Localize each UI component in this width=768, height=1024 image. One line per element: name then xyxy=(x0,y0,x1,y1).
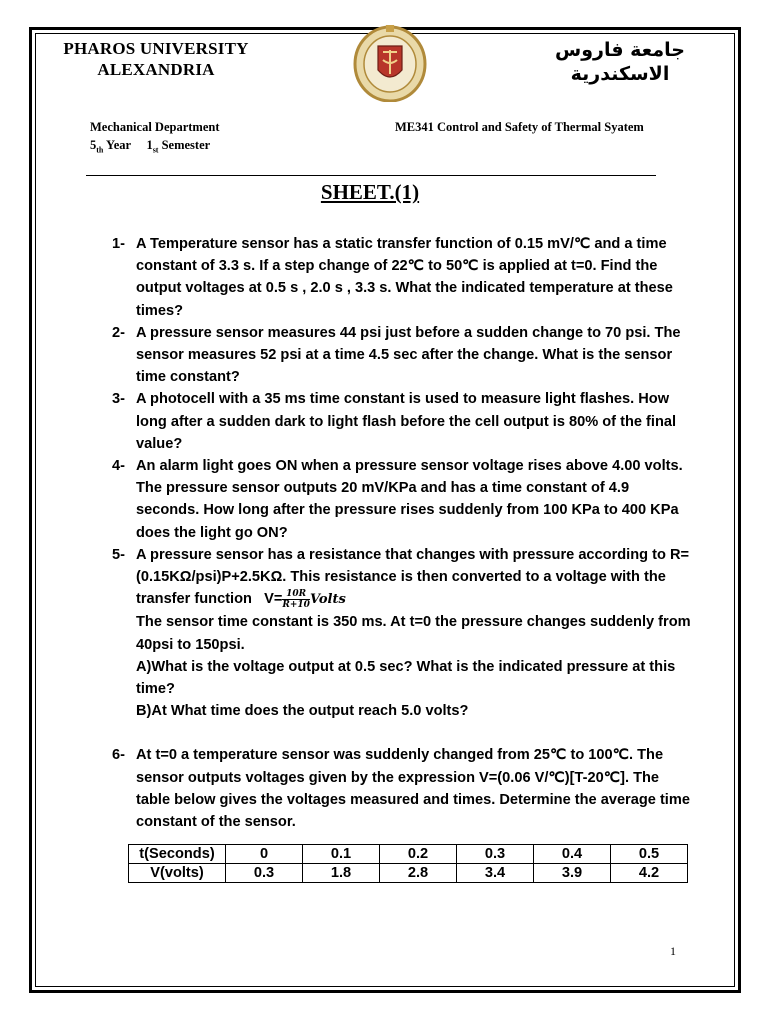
questions-list xyxy=(112,233,692,833)
table-cell: 0.2 xyxy=(380,845,457,864)
university-name-line1: PHAROS UNIVERSITY xyxy=(63,39,249,58)
question-text: A Temperature sensor has a static transfer function of 0.15 mV/℃ and a time constant of 3.3 s. If a step change of 22℃ to 50℃ is applied at t=0. Find the output voltages at 0.5 s , 2.0 s , 3.3 s. What the indicated temperature at these times? xyxy=(136,236,673,319)
university-name-arabic xyxy=(520,38,720,86)
question-4: 4- An alarm light goes ON when a pressure sensor voltage rises above 4.00 volts. The pressure sensor outputs 20 mV/KPa and has a time constant of 4.9 seconds. How long after the pressure rises suddenly from 100 KPa to 400 KPa does the light go ON? xyxy=(112,455,692,544)
question-1: 1- A Temperature sensor has a static transfer function of 0.15 mV/℃ and a time constant of 3.3 s. If a step change of 22℃ to 50℃ is applied at t=0. Find the output voltages at 0.5 s , 2.0 s , 3.3 s. What the indicated temperature at these times? xyxy=(112,233,692,322)
question-text: An alarm light goes ON when a pressure sensor voltage rises above 4.00 volts. The pressure sensor outputs 20 mV/KPa and has a time constant of 4.9 seconds. How long after the pressure rises suddenly from 100 KPa to 400 KPa does the light go ON? xyxy=(136,458,683,541)
question-text: A pressure sensor has a resistance that changes with pressure according to R=(0.15KΩ/psi)P+2.5KΩ. This resistance is then converted to a voltage with the transfer function V= $\frac{10R}{R+10}$ Volts xyxy=(136,546,690,610)
year-semester: $5_{th}$ Year $1_{st}$ Semester xyxy=(90,138,211,155)
table-cell: 3.9 xyxy=(534,864,611,883)
question-part-b: B)At What time does the output reach 5.0 volts? xyxy=(136,703,469,720)
university-seal-icon xyxy=(352,22,428,102)
page-number: 1 xyxy=(670,944,676,958)
question-6: 6- At t=0 a temperature sensor was suddenly changed from 25℃ to 100℃. The sensor outputs voltages given by the expression V=(0.06 V/℃)[T-20℃]. The table below gives the voltages measured and times. Determine the average time constant of the sensor. xyxy=(112,744,692,833)
question-part-a: A)What is the voltage output at 0.5 sec? What is the indicated pressure at this time? xyxy=(136,658,676,698)
university-name-arabic-line2: الاسكندرية xyxy=(570,63,670,85)
question-3: 3- A photocell with a 35 ms time constant is used to measure light flashes. How long after a sudden dark to light flash before the cell output is 80% of the final value? xyxy=(112,388,692,455)
table-cell: 0.3 xyxy=(226,864,303,883)
table-cell: 1.8 xyxy=(303,864,380,883)
table-header-cell: V(volts) xyxy=(129,864,226,883)
question-text: At t=0 a temperature sensor was suddenly changed from 25℃ to 100℃. The sensor outputs voltages given by the expression V=(0.06 V/℃)[T-20℃]. The table below gives the voltages measured and times. Determine the average time constant of the sensor. xyxy=(136,747,690,831)
header-divider xyxy=(86,175,656,176)
table-cell: 2.8 xyxy=(380,864,457,883)
department-info xyxy=(90,118,219,160)
table-row xyxy=(129,845,688,864)
university-name-line2: ALEXANDRIA xyxy=(97,60,215,79)
university-name-arabic-line1: جامعة فاروس xyxy=(555,39,685,61)
table-cell: 0.3 xyxy=(457,845,534,864)
university-name-english xyxy=(42,38,270,80)
voltage-time-table xyxy=(128,844,688,883)
table-row xyxy=(129,864,688,883)
course-title: ME341 Control and Safety of Thermal Syatem xyxy=(395,120,644,134)
table-cell: 3.4 xyxy=(457,864,534,883)
table-header-cell: t(Seconds) xyxy=(129,845,226,864)
table-cell: 0 xyxy=(226,845,303,864)
question-5: 5- A pressure sensor has a resistance that changes with pressure according to R=(0.15KΩ/psi)P+2.5KΩ. This resistance is then converted to a voltage with the transfer function V= $\frac{10R}{R+10}$ Volts The sensor time constant is 350 ms. At t=0 the pressure changes suddenly from 40psi to 150psi. A)What is the voltage output at 0.5 sec? What is the indicated pressure at this time? B)At What time does the output reach 5.0 volts? xyxy=(112,544,692,723)
question-2: 2- A pressure sensor measures 44 psi just before a sudden change to 70 psi. The sensor measures 52 psi at a time 4.5 sec after the change. What is the sensor time constant? xyxy=(112,322,692,389)
table-cell: 0.5 xyxy=(611,845,688,864)
table-cell: 4.2 xyxy=(611,864,688,883)
table-cell: 0.4 xyxy=(534,845,611,864)
sheet-title: SHEET.(1) xyxy=(320,180,420,204)
question-text: A photocell with a 35 ms time constant is used to measure light flashes. How long after a sudden dark to light flash before the cell output is 80% of the final value? xyxy=(136,391,677,452)
question-text-continued: The sensor time constant is 350 ms. At t=0 the pressure changes suddenly from 40psi to 150psi. xyxy=(136,614,691,653)
transfer-function-formula: V= $\frac{10R}{R+10}$ Volts xyxy=(264,588,346,610)
question-text: A pressure sensor measures 44 psi just before a sudden change to 70 psi. The sensor measures 52 psi at a time 4.5 sec after the change. What is the sensor time constant? xyxy=(136,324,681,386)
department-name: Mechanical Department xyxy=(90,120,220,134)
table-cell: 0.1 xyxy=(303,845,380,864)
